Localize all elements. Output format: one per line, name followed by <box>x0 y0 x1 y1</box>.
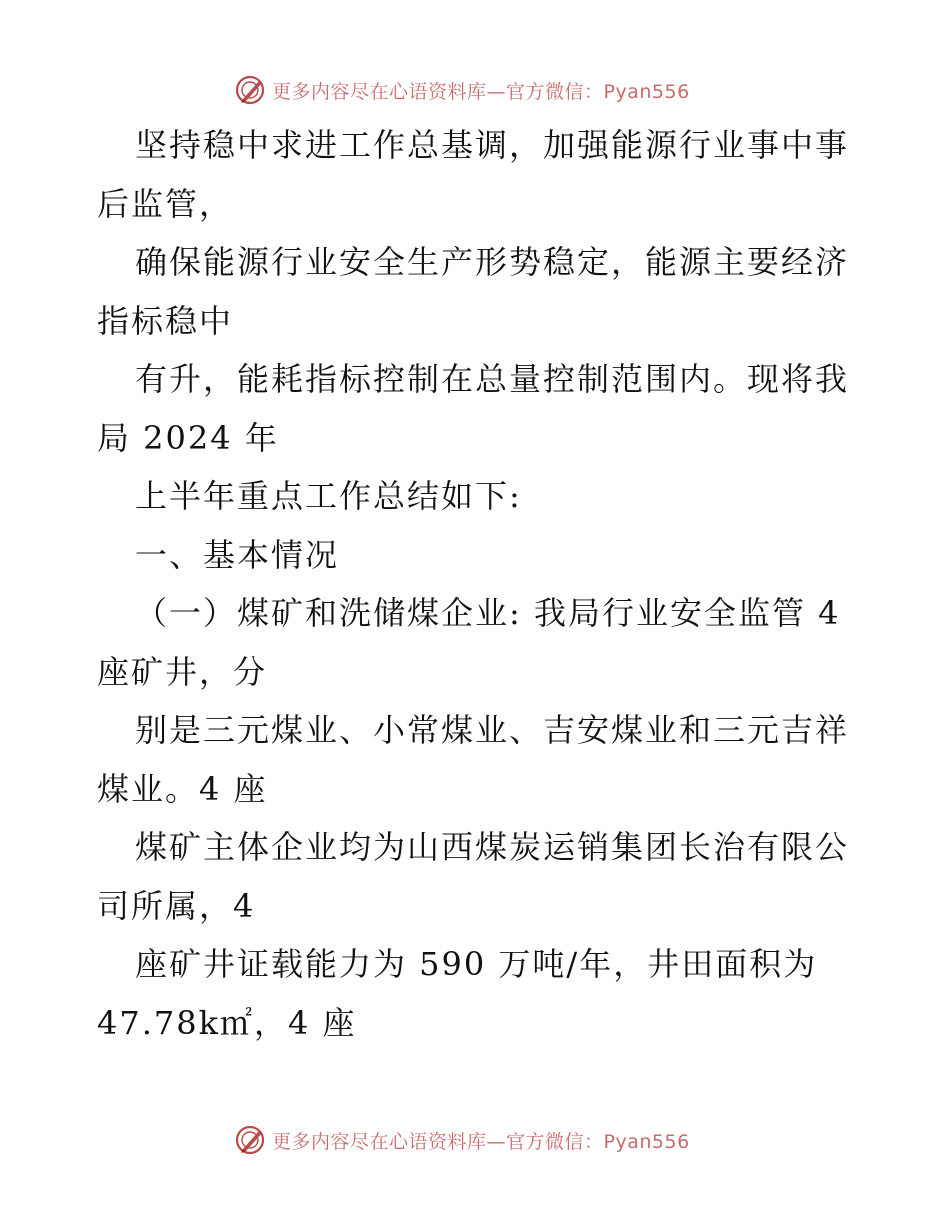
paragraph-line: 局 2024 年 <box>97 418 279 457</box>
pen-logo-icon <box>234 1123 268 1157</box>
paragraph-line: 司所属，4 <box>97 886 256 925</box>
pen-logo-icon <box>234 73 268 107</box>
paragraph-line: 确保能源行业安全生产形势稳定，能源主要经济 <box>135 243 850 281</box>
watermark-text: 更多内容尽在心语资料库—官方微信：Pyan556 <box>272 1130 690 1153</box>
header-watermark <box>234 72 690 108</box>
paragraph-line: 别是三元煤业、小常煤业、吉安煤业和三元吉祥 <box>135 711 850 749</box>
paragraph-line: （一）煤矿和洗储煤企业: 我局行业安全监管 4 <box>135 594 841 632</box>
paragraph-line: 座矿井，分 <box>97 652 268 691</box>
paragraph-line: 煤矿主体企业均为山西煤炭运销集团长治有限公 <box>135 828 850 866</box>
document-body <box>97 116 857 1052</box>
paragraph-line: 后监管， <box>97 184 234 223</box>
paragraph-line: 有升，能耗指标控制在总量控制范围内。现将我 <box>135 360 850 398</box>
paragraph-line: 47.78k㎡，4 座 <box>97 1003 357 1042</box>
paragraph-line: 坚持稳中求进工作总基调，加强能源行业事中事 <box>135 126 850 164</box>
paragraph-line: 上半年重点工作总结如下: <box>135 477 522 515</box>
watermark-text: 更多内容尽在心语资料库—官方微信：Pyan556 <box>272 80 690 103</box>
paragraph-line: 指标稳中 <box>97 301 234 340</box>
paragraph-line: 煤业。4 座 <box>97 769 268 808</box>
section-heading: 一、基本情况 <box>135 535 340 574</box>
paragraph-line: 座矿井证载能力为 590 万吨/年，井田面积为 <box>135 945 818 983</box>
footer-watermark <box>234 1122 690 1158</box>
